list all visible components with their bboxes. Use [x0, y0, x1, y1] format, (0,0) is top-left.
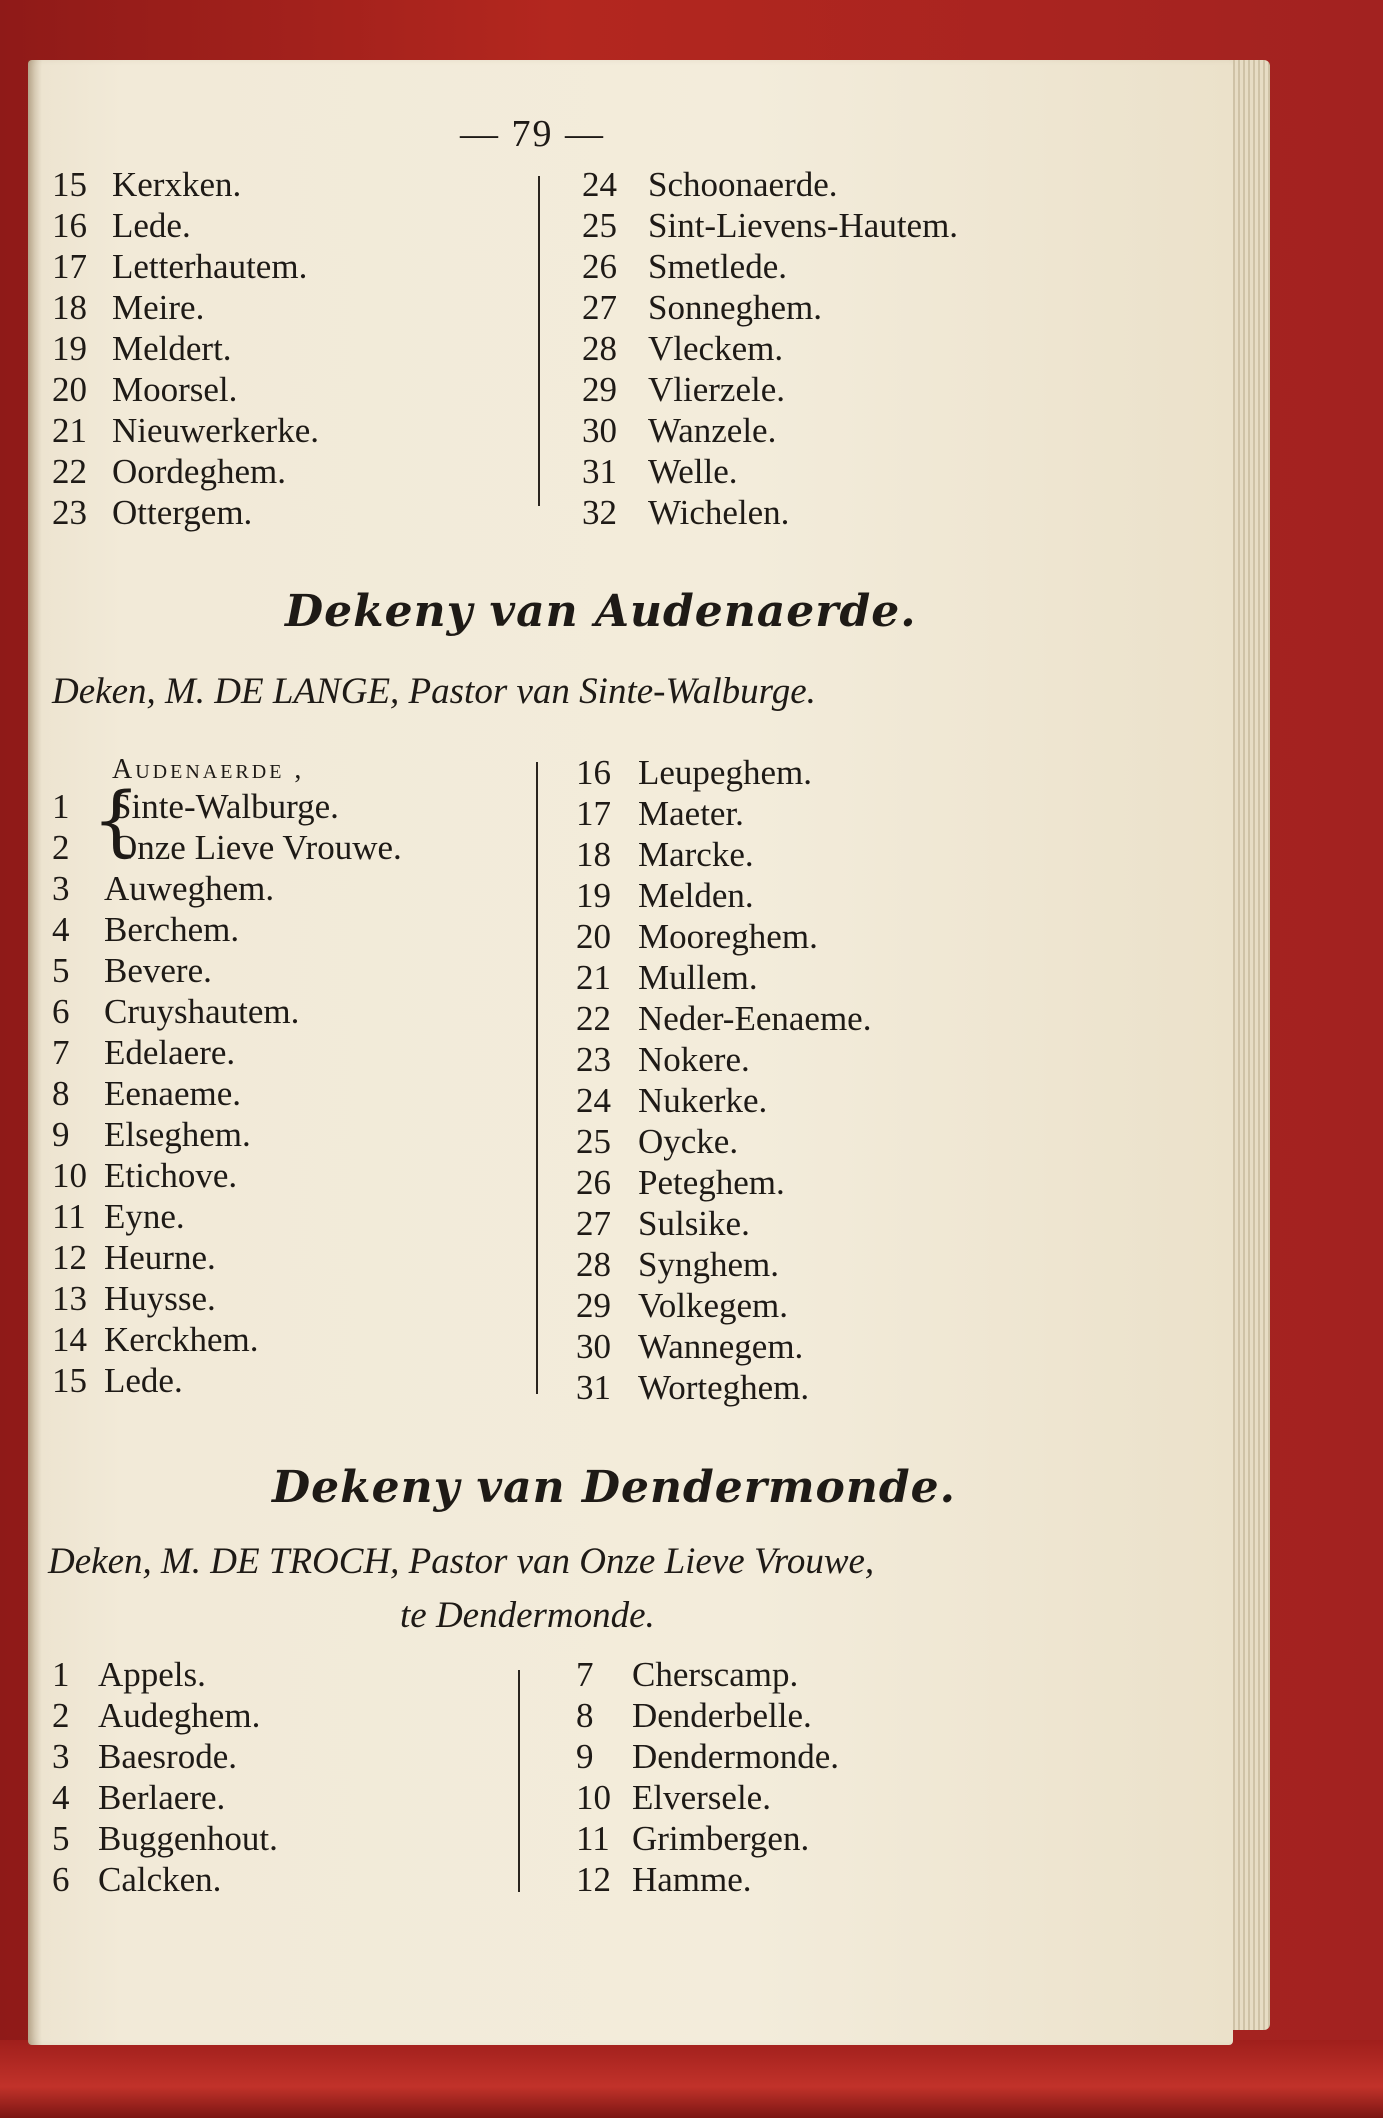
list-item	[576, 1859, 839, 1900]
entry-number: 9	[576, 1737, 594, 1776]
list-item	[576, 916, 871, 957]
entry-number: 32	[582, 493, 617, 532]
page-gutter	[28, 60, 42, 2045]
entry-number: 3	[52, 869, 70, 908]
entry-name: Auweghem.	[104, 869, 275, 908]
entry-name: Berlaere.	[98, 1778, 226, 1817]
entry-number: 22	[52, 452, 87, 491]
list-item	[52, 1032, 299, 1073]
section2-right-list	[576, 752, 871, 1408]
entry-number: 20	[576, 917, 611, 956]
entry-name: Hamme.	[632, 1860, 752, 1899]
list-item	[52, 1073, 299, 1114]
entry-name: Letterhautem.	[112, 247, 308, 286]
entry-name: Wichelen.	[648, 493, 790, 532]
list-item	[582, 369, 958, 410]
list-item	[576, 1203, 871, 1244]
entry-name: Maeter.	[638, 794, 744, 833]
entry-number: 18	[576, 835, 611, 874]
list-item	[52, 1278, 299, 1319]
entry-name: Sonneghem.	[648, 288, 823, 327]
entry-name: Etichove.	[104, 1156, 238, 1195]
list-item	[576, 1695, 839, 1736]
entry-number: 21	[576, 958, 611, 997]
entry-name: Schoonaerde.	[648, 165, 838, 204]
entry-number: 23	[52, 493, 87, 532]
entry-name: Eenaeme.	[104, 1074, 241, 1113]
brace-list	[52, 786, 402, 868]
list-item	[52, 909, 299, 950]
list-item	[576, 1162, 871, 1203]
list-item	[576, 957, 871, 998]
entry-name: Oordeghem.	[112, 452, 286, 491]
section2-left-list	[52, 868, 299, 1401]
entry-name: Meldert.	[112, 329, 232, 368]
entry-number: 30	[582, 411, 617, 450]
entry-name: Bevere.	[104, 951, 212, 990]
list-item	[52, 1114, 299, 1155]
entry-number: 15	[52, 165, 87, 204]
entry-number: 24	[582, 165, 617, 204]
entry-number: 15	[52, 1361, 87, 1400]
list-item	[52, 1237, 299, 1278]
entry-number: 6	[52, 992, 70, 1031]
entry-name: Calcken.	[98, 1860, 222, 1899]
list-item	[582, 410, 958, 451]
entry-name: Vlierzele.	[648, 370, 785, 409]
entry-number: 3	[52, 1737, 70, 1776]
entry-name: Wannegem.	[638, 1327, 804, 1366]
entry-number: 26	[576, 1163, 611, 1202]
entry-number: 16	[52, 206, 87, 245]
entry-name: Buggenhout.	[98, 1819, 278, 1858]
list-item	[52, 1859, 278, 1900]
list-item	[576, 1285, 871, 1326]
entry-name: Huysse.	[104, 1279, 216, 1318]
entry-name: Audeghem.	[98, 1696, 261, 1735]
entry-name: Meire.	[112, 288, 205, 327]
entry-name: Baesrode.	[98, 1737, 237, 1776]
entry-number: 13	[52, 1279, 87, 1318]
entry-name: Moorsel.	[112, 370, 238, 409]
entry-number: 31	[576, 1368, 611, 1407]
entry-number: 19	[52, 329, 87, 368]
entry-name: Peteghem.	[638, 1163, 785, 1202]
list-item	[52, 1695, 278, 1736]
entry-number: 28	[576, 1245, 611, 1284]
entry-name: Denderbelle.	[632, 1696, 812, 1735]
list-item	[582, 492, 958, 533]
entry-number: 12	[576, 1860, 611, 1899]
section-heading-dendermonde: Dekeny van Dendermonde.	[272, 1462, 956, 1513]
section3-column-rule	[518, 1670, 520, 1892]
list-item	[582, 205, 958, 246]
entry-number: 11	[576, 1819, 610, 1858]
list-item	[52, 950, 299, 991]
list-item	[576, 1326, 871, 1367]
entry-number: 14	[52, 1320, 87, 1359]
list-item	[576, 1121, 871, 1162]
entry-number: 25	[582, 206, 617, 245]
entry-number: 8	[52, 1074, 70, 1113]
list-item	[582, 287, 958, 328]
entry-number: 27	[582, 288, 617, 327]
entry-name: Lede.	[104, 1361, 183, 1400]
entry-number: 2	[52, 1696, 70, 1735]
entry-name: Leupeghem.	[638, 753, 812, 792]
list-item	[576, 1367, 871, 1408]
entry-name: Vleckem.	[648, 329, 784, 368]
entry-number: 1	[52, 1655, 70, 1694]
entry-name: Grimbergen.	[632, 1819, 810, 1858]
entry-number: 26	[582, 247, 617, 286]
list-item	[576, 1039, 871, 1080]
entry-number: 7	[576, 1655, 594, 1694]
entry-number: 18	[52, 288, 87, 327]
entry-name: Cruyshautem.	[104, 992, 300, 1031]
list-item	[52, 1654, 278, 1695]
list-item	[52, 164, 319, 205]
entry-name: Sulsike.	[638, 1204, 750, 1243]
entry-name: Oycke.	[638, 1122, 739, 1161]
list-item	[582, 451, 958, 492]
list-item	[576, 1654, 839, 1695]
entry-number: 27	[576, 1204, 611, 1243]
section3-right-list	[576, 1654, 839, 1900]
list-item	[52, 1155, 299, 1196]
section2-column-rule	[536, 762, 538, 1394]
list-item	[52, 827, 402, 868]
list-item	[52, 1360, 299, 1401]
entry-number: 29	[576, 1286, 611, 1325]
list-item	[52, 492, 319, 533]
list-item	[52, 410, 319, 451]
entry-number: 11	[52, 1197, 86, 1236]
section1-left-list	[52, 164, 319, 533]
entry-name: Sint-Lievens-Hautem.	[648, 206, 959, 245]
entry-name: Berchem.	[104, 910, 240, 949]
list-item	[582, 164, 958, 205]
list-item	[576, 1736, 839, 1777]
list-item	[52, 205, 319, 246]
entry-name: Elseghem.	[104, 1115, 251, 1154]
entry-name: Marcke.	[638, 835, 754, 874]
list-item	[576, 793, 871, 834]
list-item	[52, 868, 299, 909]
entry-number: 25	[576, 1122, 611, 1161]
list-item	[52, 1777, 278, 1818]
town-audenaerde: Audenaerde ,	[112, 754, 305, 785]
entry-number: 17	[52, 247, 87, 286]
list-item	[576, 1818, 839, 1859]
list-item	[576, 752, 871, 793]
section3-left-list	[52, 1654, 278, 1900]
entry-number: 10	[52, 1156, 87, 1195]
entry-name: Worteghem.	[638, 1368, 810, 1407]
cover-bottom-edge	[0, 2040, 1383, 2118]
list-item	[52, 991, 299, 1032]
section1-right-list	[582, 164, 958, 533]
section-heading-audenaerde: Dekeny van Audenaerde.	[285, 586, 917, 637]
entry-name: Edelaere.	[104, 1033, 236, 1072]
entry-number: 28	[582, 329, 617, 368]
list-item	[52, 1319, 299, 1360]
entry-number: 23	[576, 1040, 611, 1079]
entry-name: Sinte-Walburge.	[112, 787, 339, 826]
entry-name: Lede.	[112, 206, 191, 245]
entry-name: Synghem.	[638, 1245, 779, 1284]
entry-number: 29	[582, 370, 617, 409]
dean-audenaerde: Deken, M. DE LANGE, Pastor van Sinte-Walburge.	[52, 671, 816, 712]
entry-number: 31	[582, 452, 617, 491]
list-item	[52, 1818, 278, 1859]
entry-number: 6	[52, 1860, 70, 1899]
entry-name: Welle.	[648, 452, 738, 491]
entry-name: Volkegem.	[638, 1286, 789, 1325]
entry-number: 30	[576, 1327, 611, 1366]
list-item	[582, 246, 958, 287]
entry-number: 1	[52, 787, 70, 826]
entry-name: Mooreghem.	[638, 917, 818, 956]
entry-name: Neder-Eenaeme.	[638, 999, 872, 1038]
entry-number: 16	[576, 753, 611, 792]
entry-name: Nukerke.	[638, 1081, 768, 1120]
list-item	[582, 328, 958, 369]
entry-number: 20	[52, 370, 87, 409]
entry-name: Nokere.	[638, 1040, 750, 1079]
entry-number: 7	[52, 1033, 70, 1072]
dean-dendermonde-line1: Deken, M. DE TROCH, Pastor van Onze Lieve Vrouwe,	[48, 1541, 875, 1582]
entry-number: 4	[52, 910, 70, 949]
list-item	[576, 834, 871, 875]
list-item	[52, 786, 402, 827]
entry-name: Heurne.	[104, 1238, 216, 1277]
list-item	[52, 246, 319, 287]
brace-symbol: {	[92, 775, 141, 864]
entry-name: Eyne.	[104, 1197, 185, 1236]
list-item	[576, 998, 871, 1039]
entry-name: Smetlede.	[648, 247, 787, 286]
page-number: — 79 —	[460, 113, 605, 155]
list-item	[52, 451, 319, 492]
entry-number: 4	[52, 1778, 70, 1817]
entry-name: Melden.	[638, 876, 754, 915]
entry-number: 5	[52, 951, 70, 990]
entry-name: Appels.	[98, 1655, 206, 1694]
list-item	[576, 875, 871, 916]
entry-name: Mullem.	[638, 958, 758, 997]
entry-number: 8	[576, 1696, 594, 1735]
section1-column-rule	[538, 176, 540, 506]
entry-number: 24	[576, 1081, 611, 1120]
entry-number: 9	[52, 1115, 70, 1154]
list-item	[52, 369, 319, 410]
list-item	[576, 1777, 839, 1818]
list-item	[576, 1244, 871, 1285]
entry-name: Kerxken.	[112, 165, 242, 204]
entry-number: 5	[52, 1819, 70, 1858]
entry-number: 10	[576, 1778, 611, 1817]
dean-dendermonde-line2: te Dendermonde.	[400, 1595, 655, 1636]
entry-name: Ottergem.	[112, 493, 253, 532]
entry-name: Nieuwerkerke.	[112, 411, 319, 450]
entry-number: 12	[52, 1238, 87, 1277]
list-item	[52, 1196, 299, 1237]
entry-name: Elversele.	[632, 1778, 771, 1817]
list-item	[52, 328, 319, 369]
entry-number: 2	[52, 828, 70, 867]
entry-name: Kerckhem.	[104, 1320, 259, 1359]
entry-name: Wanzele.	[648, 411, 777, 450]
entry-number: 21	[52, 411, 87, 450]
list-item	[52, 1736, 278, 1777]
entry-name: Cherscamp.	[632, 1655, 799, 1694]
entry-number: 22	[576, 999, 611, 1038]
entry-number: 19	[576, 876, 611, 915]
entry-number: 17	[576, 794, 611, 833]
entry-name: Dendermonde.	[632, 1737, 840, 1776]
list-item	[52, 287, 319, 328]
entry-name: Onze Lieve Vrouwe.	[112, 828, 402, 867]
list-item	[576, 1080, 871, 1121]
